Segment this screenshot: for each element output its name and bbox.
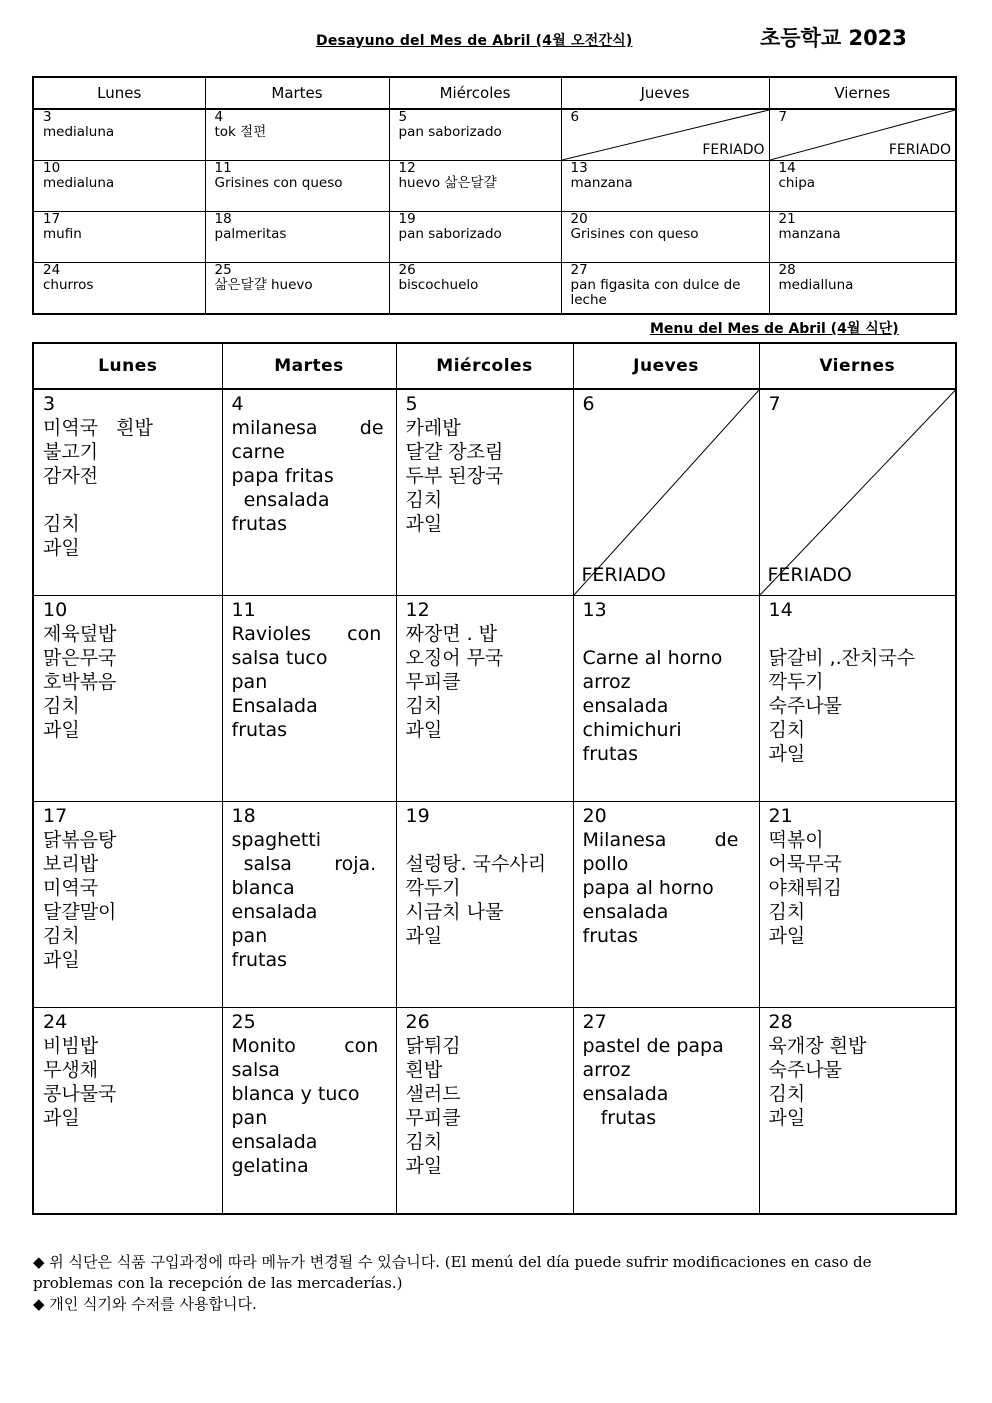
school-year-label: 초등학교 2023 [760,26,907,50]
lunch-title: Menu del Mes de Abril (4월 식단) [650,321,899,337]
menu-item: papa al horno [582,877,714,899]
menu-item: 과일 [405,925,443,947]
breakfast-day-cell [389,161,561,212]
day-number: 20 [582,805,607,827]
lunch-day-cell [222,596,396,802]
day-number: 28 [768,1011,793,1033]
breakfast-title: Desayuno del Mes de Abril (4월 오전간식) [316,33,633,49]
breakfast-day-cell [389,263,561,315]
lunch-day-cell [33,802,222,1008]
breakfast-table [32,76,957,315]
holiday-label: FERIADO [581,564,666,586]
breakfast-day-cell [561,263,769,315]
breakfast-item: medialluna [778,277,854,293]
menu-item: 달걀 장조림 [405,441,504,463]
lunch-weekday-header: Miércoles [396,343,573,389]
day-number: 18 [231,805,256,827]
menu-item: salsa tuco [231,647,328,669]
menu-item: 과일 [43,949,80,971]
lunch-day-cell [222,802,396,1008]
menu-item: 과일 [768,1107,806,1129]
menu-item: 닭튀김 [405,1035,461,1057]
menu-item: 시금치 나물 [405,901,504,923]
menu-item: 짜장면 . 밥 [405,623,498,645]
breakfast-day-cell [33,263,205,315]
menu-item: arroz [582,671,631,693]
menu-item: 과일 [43,1107,80,1129]
breakfast-day-cell [389,212,561,263]
menu-item: Monito con [231,1035,379,1057]
day-number: 10 [43,160,61,176]
menu-item [769,622,956,646]
menu-item: 닭볶음탕 [43,829,117,851]
day-number: 24 [43,262,61,278]
day-number: 17 [43,805,68,827]
menu-item: pastel de papa [582,1035,724,1057]
lunch-day-cell [573,1008,759,1215]
menu-item: ensalada [231,901,318,923]
day-number: 3 [43,393,56,415]
menu-item: frutas [582,743,639,765]
menu-item: Milanesa de [582,829,739,851]
menu-item: 무피클 [405,1107,461,1129]
menu-item: ensalada [582,1083,669,1105]
day-number: 14 [768,599,793,621]
lunch-header-row [33,343,956,389]
breakfast-week-row [33,212,956,263]
breakfast-day-cell [205,212,389,263]
day-number: 12 [405,599,430,621]
day-number: 14 [778,160,796,176]
menu-item: pan [231,925,268,947]
menu-item: ensalada [231,489,330,511]
menu-item: Carne al horno [582,647,723,669]
menu-item: chimichuri [582,719,682,741]
breakfast-day-cell [33,161,205,212]
menu-item: 숙주나물 [768,1059,842,1081]
menu-item: 제육덮밥 [43,623,117,645]
day-number: 3 [43,109,52,125]
lunch-weekday-header: Viernes [759,343,956,389]
day-number: 21 [768,805,793,827]
lunch-day-cell [759,596,956,802]
breakfast-item: manzana [570,175,633,191]
lunch-day-cell [573,389,759,596]
menu-item: 어묵무국 [768,853,842,875]
menu-item: spaghetti [231,829,322,851]
breakfast-weekday-header: Jueves [561,77,769,109]
breakfast-item: huevo 삶은달걀 [398,175,497,191]
note-menu-change: ◆ 위 식단은 식품 구입과정에 따라 메뉴가 변경될 수 있습니다. (El menú del día puede sufrir modificaciones en caso de problemas con la recepción de las mercaderías.) [33,1253,872,1292]
lunch-weekday-header: Jueves [573,343,759,389]
menu-item: 설렁탕. 국수사리 [405,853,547,875]
menu-item: 무피클 [405,671,461,693]
day-number: 4 [214,109,224,125]
day-number: 27 [570,262,588,278]
day-number: 5 [398,109,408,125]
day-number: 21 [778,211,796,227]
menu-item: 호박볶음 [43,671,117,693]
menu-item: 카레밥 [405,417,461,439]
day-number: 17 [43,211,61,227]
holiday-label: FERIADO [702,142,765,158]
menu-item: 육개장 흰밥 [768,1035,867,1057]
menu-item: 두부 된장국 [405,465,504,487]
menu-item: 과일 [405,719,443,741]
menu-item: salsa roja. [231,853,377,875]
breakfast-weekday-header: Martes [205,77,389,109]
lunch-day-cell [396,1008,573,1215]
menu-item: 김치 [405,489,443,511]
day-number: 6 [570,109,580,125]
notes [33,1252,938,1315]
lunch-weekday-header: Martes [222,343,396,389]
day-number: 24 [43,1011,68,1033]
breakfast-weekday-header: Lunes [33,77,205,109]
menu-item: frutas [582,1107,657,1129]
day-number: 27 [582,1011,607,1033]
breakfast-item: palmeritas [214,226,287,242]
breakfast-item: 삶은달걀 huevo [214,277,313,293]
day-number: 19 [405,805,430,827]
breakfast-day-cell [769,263,956,315]
day-number: 25 [231,1011,256,1033]
breakfast-item: Grisines con queso [214,175,343,191]
holiday-label: FERIADO [767,564,852,586]
menu-item: frutas [231,513,288,535]
breakfast-day-cell [561,109,769,161]
menu-item: 김치 [43,513,80,535]
lunch-day-cell [33,596,222,802]
breakfast-day-cell [205,161,389,212]
lunch-day-cell [573,802,759,1008]
breakfast-weekday-header: Miércoles [389,77,561,109]
menu-item: arroz [582,1059,631,1081]
breakfast-item: pan figasita con dulce de leche [570,277,741,308]
menu-item: 과일 [43,719,80,741]
menu-item: 달걀말이 [43,901,117,923]
menu-item: frutas [231,719,288,741]
breakfast-week-row [33,161,956,212]
menu-item: 미역국 흰밥 [43,417,153,439]
breakfast-item: Grisines con queso [570,226,699,242]
menu-item: 김치 [768,719,806,741]
menu-item: 무생채 [43,1059,99,1081]
day-number: 25 [214,262,232,278]
day-number: 4 [231,393,244,415]
day-number: 11 [214,160,232,176]
holiday-label: FERIADO [888,142,951,158]
day-number: 12 [398,160,416,176]
menu-item: gelatina [231,1155,309,1177]
menu-item: Ensalada [231,695,318,717]
menu-item: 과일 [405,513,443,535]
menu-item: ensalada [582,901,669,923]
breakfast-day-cell [33,212,205,263]
breakfast-day-cell [33,109,205,161]
menu-item: papa fritas [231,465,334,487]
lunch-day-cell [396,389,573,596]
menu-item: 김치 [405,695,443,717]
menu-item: 김치 [43,695,80,717]
menu-item: 야채튀김 [768,877,842,899]
menu-item: 감자전 [43,465,99,487]
breakfast-item: medialuna [43,124,115,140]
menu-item: 보리밥 [43,853,99,875]
breakfast-item: tok 절편 [214,124,267,140]
menu-item: 김치 [405,1131,443,1153]
menu-item: frutas [582,925,639,947]
breakfast-day-cell [205,263,389,315]
breakfast-item: chipa [778,175,816,191]
lunch-day-cell [33,389,222,596]
menu-item: 깍두기 [405,877,461,899]
lunch-week-row [33,1008,956,1215]
day-number: 11 [231,599,256,621]
breakfast-item: manzana [778,226,841,242]
menu-item: pan [231,671,268,693]
menu-item: 떡볶이 [768,829,824,851]
day-number: 6 [582,393,595,415]
menu-item: carne [231,441,285,463]
breakfast-week-row [33,263,956,315]
lunch-weekday-header: Lunes [33,343,222,389]
menu-item: 닭갈비 ,.잔치국수 [768,647,916,669]
breakfast-day-cell [389,109,561,161]
menu-item: 숙주나물 [768,695,842,717]
day-number: 5 [405,393,418,415]
lunch-day-cell [396,596,573,802]
menu-item: blanca y tuco [231,1083,360,1105]
menu-item: 콩나물국 [43,1083,117,1105]
menu-item: 과일 [405,1155,443,1177]
menu-item: milanesa de [231,417,384,439]
day-number: 7 [768,393,781,415]
breakfast-day-cell [769,109,956,161]
menu-item: 김치 [768,901,806,923]
menu-item: 김치 [768,1083,806,1105]
lunch-day-cell [573,596,759,802]
lunch-week-row [33,802,956,1008]
breakfast-day-cell [205,109,389,161]
breakfast-item: biscochuelo [398,277,479,293]
breakfast-header-row [33,77,956,109]
lunch-day-cell [222,1008,396,1215]
breakfast-item: pan saborizado [398,226,502,242]
menu-item: ensalada [582,695,669,717]
lunch-week-row [33,596,956,802]
breakfast-weekday-header: Viernes [769,77,956,109]
day-number: 26 [398,262,416,278]
menu-item: 오징어 무국 [405,647,504,669]
menu-item: 비빔밥 [43,1035,99,1057]
menu-item: 과일 [768,743,806,765]
day-number: 26 [405,1011,430,1033]
day-number: 10 [43,599,68,621]
menu-item: 김치 [43,925,80,947]
breakfast-day-cell [561,161,769,212]
breakfast-week-row [33,109,956,161]
menu-item [406,828,573,852]
lunch-day-cell [759,1008,956,1215]
breakfast-day-cell [561,212,769,263]
menu-item: 맑은무국 [43,647,117,669]
menu-item: pollo [582,853,629,875]
menu-item [43,488,222,512]
menu-item: 과일 [43,537,80,559]
lunch-week-row [33,389,956,596]
menu-item: Ravioles con [231,623,382,645]
menu-item: ensalada [231,1131,318,1153]
menu-item [583,622,759,646]
breakfast-item: mufin [43,226,82,242]
lunch-day-cell [396,802,573,1008]
note-utensils: ◆ 개인 식기와 수저를 사용합니다. [33,1295,257,1313]
menu-item: frutas [231,949,288,971]
day-number: 13 [570,160,588,176]
menu-item: 흰밥 [405,1059,443,1081]
day-number: 13 [582,599,607,621]
lunch-day-cell [222,389,396,596]
breakfast-day-cell [769,161,956,212]
menu-item: pan [231,1107,268,1129]
breakfast-day-cell [769,212,956,263]
lunch-day-cell [759,389,956,596]
lunch-day-cell [33,1008,222,1215]
day-number: 20 [570,211,588,227]
lunch-table [32,342,957,1215]
day-number: 28 [778,262,796,278]
menu-item: 불고기 [43,441,99,463]
day-number: 7 [778,109,788,125]
day-number: 18 [214,211,232,227]
menu-item: salsa [231,1059,280,1081]
menu-item: 깍두기 [768,671,824,693]
menu-item: 과일 [768,925,806,947]
breakfast-item: churros [43,277,94,293]
day-number: 19 [398,211,416,227]
lunch-day-cell [759,802,956,1008]
breakfast-item: medialuna [43,175,115,191]
breakfast-item: pan saborizado [398,124,502,140]
menu-item: blanca [231,877,295,899]
menu-item: 샐러드 [405,1083,461,1105]
menu-item: 미역국 [43,877,99,899]
